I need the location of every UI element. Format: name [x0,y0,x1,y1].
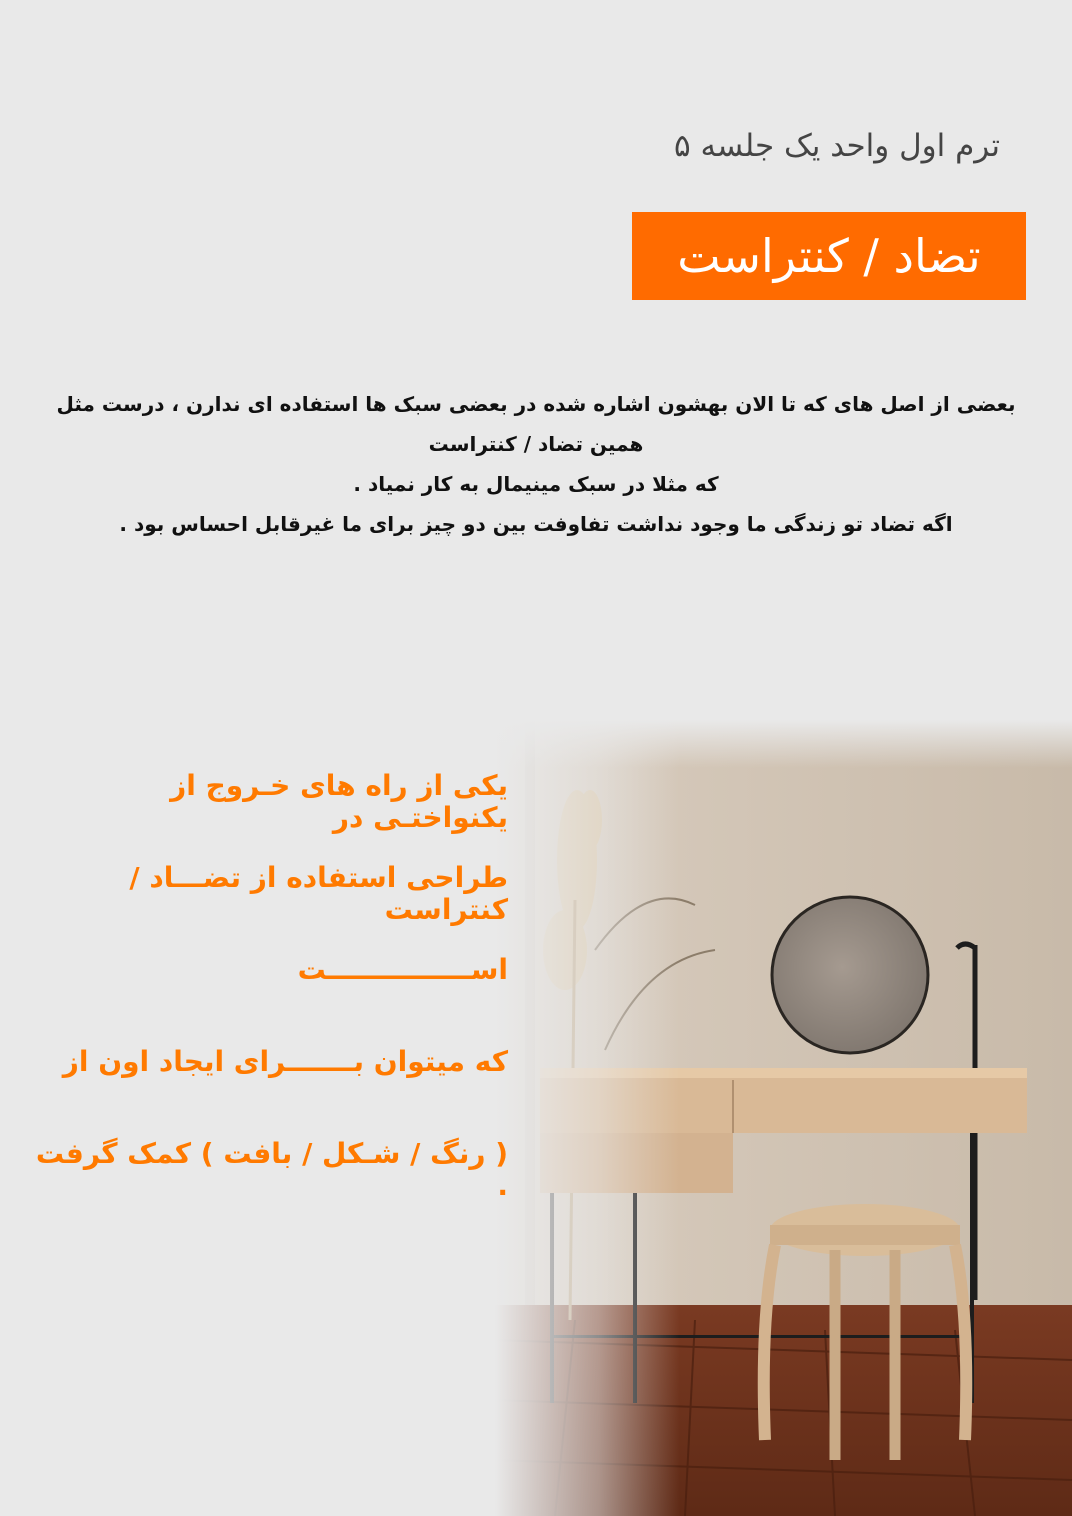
page-title: تضاد / کنتراست [677,229,981,283]
intro-line: اگه تضاد تو زندگی ما وجود نداشت تفاوفت بین دو چیز برای ما غیرقابل احساس بود . [119,512,953,536]
vanity-desk-photo [495,720,1072,1516]
lesson-subtitle: ترم اول واحد یک جلسه ۵ [673,128,1000,164]
highlight-line: یکی از راه های خـروج از یکنواختـی در [170,769,508,834]
highlight-line: ( رنگ / شـکل / بافت ) کمک گرفت . [35,1137,508,1202]
intro-line: بعضی از اصل های که تا الان بهشون اشاره شده در بعضی سبک ها استفاده ای ندارن ، درست مثل [56,392,1016,416]
intro-line: همین تضاد / کنتراست [428,432,644,456]
highlight-line: که میتوان بـــــــرای ایجاد اون از [62,1045,508,1078]
title-banner [632,212,1026,300]
intro-paragraph [40,384,1032,544]
highlight-line: اســـــــــــــــت [297,953,508,986]
intro-line: که مثلا در سبک مینیمال به کار نمیاد . [353,472,719,496]
highlight-paragraph [30,770,508,1230]
highlight-line: طراحی استفاده از تضـــاد / کنتراست [129,861,508,926]
